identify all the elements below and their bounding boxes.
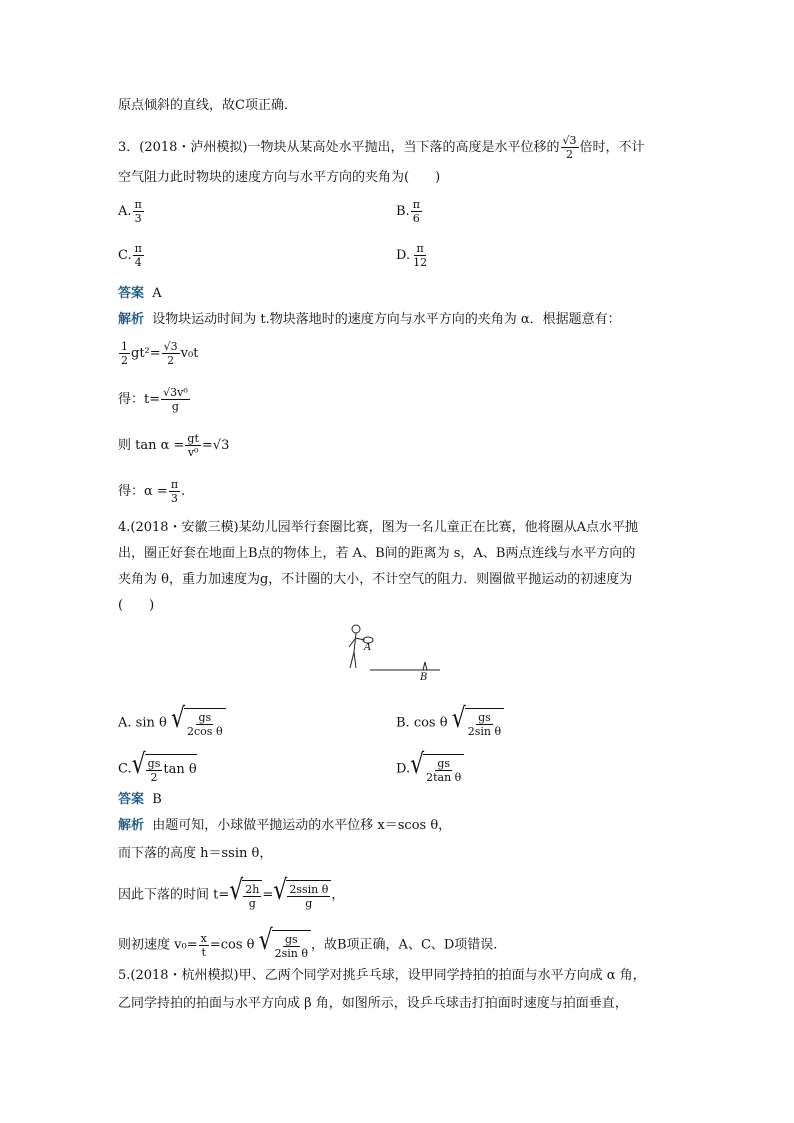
fraction-denominator: 2: [566, 148, 573, 161]
fraction-denominator: 2sin θ: [467, 724, 502, 738]
option-label: C.: [118, 761, 132, 777]
q4-time-equation: [118, 875, 345, 910]
fraction-denominator: 3: [134, 212, 142, 225]
answer-label: 答案: [118, 792, 145, 807]
sqrt: √ $\frac{\text{2ssin θ}}{g}$: [273, 880, 331, 910]
sqrt: √ $\frac{gs}{\text{2sin θ}}$: [259, 930, 311, 960]
q4-height-line: 而下落的高度 h＝ssin θ，: [118, 846, 273, 861]
paragraph-continuation: 原点倾斜的直线，故C项正确．: [118, 98, 297, 113]
option-label: D.: [396, 761, 411, 777]
fraction-denominator: 2: [150, 770, 158, 784]
sqrt: √ $\frac{gs}{\text{2sin θ}}$: [452, 708, 504, 738]
analysis-text: 由题可知，小球做平抛运动的水平位移 x＝scos θ，: [152, 818, 452, 833]
analysis-label: 解析: [118, 818, 145, 833]
option-label: B.: [396, 204, 410, 219]
fraction-denominator: 2: [167, 354, 175, 367]
q3-option-b[interactable]: [396, 198, 423, 225]
q3-option-c[interactable]: [118, 242, 145, 269]
fraction-denominator: g: [305, 896, 313, 910]
fraction-denominator: g: [171, 400, 179, 413]
fraction-numerator: π: [134, 198, 142, 211]
q4-analysis: [118, 818, 451, 834]
fraction-numerator: gs: [437, 756, 451, 770]
q3-option-d[interactable]: [396, 242, 430, 269]
q3-equation-1: [118, 340, 198, 367]
q3-option-a[interactable]: [118, 198, 145, 225]
answer-label: 答案: [118, 286, 145, 301]
q4-option-c[interactable]: [118, 749, 197, 784]
option-factor: cos θ: [413, 715, 448, 731]
option-factor: sin θ: [135, 715, 167, 731]
q3-stem-line1: [118, 134, 645, 161]
eq-text: 因此下落的时间 t=: [118, 887, 230, 903]
fraction-denominator: g: [248, 896, 256, 910]
fraction-numerator: 2h: [245, 882, 260, 896]
fraction-denominator: t: [201, 945, 206, 959]
fraction-denominator: v⁰: [187, 446, 199, 459]
option-label: C.: [118, 248, 132, 263]
eq-text: gt²=: [131, 346, 161, 361]
eq-text: 得：α =: [118, 484, 168, 499]
analysis-text: 设物块运动时间为 t.物块落地时的速度方向与水平方向的夹角为 α．根据题意有：: [152, 312, 621, 327]
eq-text: =: [262, 887, 274, 903]
fraction-numerator: gs: [198, 710, 212, 724]
sqrt: √ $\frac{2h}{g}$: [229, 880, 262, 910]
fraction-numerator: √3: [163, 340, 178, 353]
option-label: A.: [118, 715, 132, 731]
point-b-label: B: [420, 672, 428, 683]
fraction-numerator: π: [134, 242, 142, 255]
fraction-numerator: 2ssin θ: [289, 882, 329, 896]
fraction-numerator: gs: [147, 756, 161, 770]
q3-analysis: [118, 312, 621, 328]
option-label: A.: [118, 204, 132, 219]
q4-velocity-equation: [118, 925, 498, 960]
eq-text: 则 tan α =: [118, 438, 185, 453]
ring-toss-figure: [340, 622, 450, 688]
fraction-numerator: gs: [478, 710, 491, 724]
q3-equation-4: [118, 478, 185, 505]
q3-stem-text-b: 倍时，不计: [579, 140, 645, 155]
eq-text: =cos θ: [209, 937, 255, 953]
eq-text: v₀t: [180, 346, 199, 361]
fraction-numerator: √3: [562, 134, 577, 147]
eq-text: .: [181, 484, 186, 499]
sqrt: √ $\frac{gs}{\text{2tan θ}}$: [410, 754, 464, 784]
q3-equation-2: [118, 386, 191, 413]
fraction-numerator: π: [416, 242, 424, 255]
eq-text: ，故B项正确，A、C、D项错误.: [311, 937, 498, 953]
fraction-numerator: √3v⁰: [163, 386, 188, 399]
fraction-numerator: gs: [284, 932, 298, 946]
q4-option-b[interactable]: [396, 703, 504, 738]
fraction-numerator: π: [170, 478, 179, 491]
q3-stem-text-a: 3．(2018・泸州模拟)一物块从某高处水平抛出，当下落的高度是水平位移的: [118, 140, 560, 155]
option-label: D.: [396, 248, 411, 263]
q3-answer: [118, 286, 162, 302]
fraction-denominator: 3: [170, 492, 178, 505]
fraction-denominator: 6: [412, 212, 420, 225]
fraction-denominator: 12: [413, 256, 428, 269]
fraction-numerator: x: [200, 931, 207, 945]
fraction-denominator: 4: [134, 256, 142, 269]
q3-equation-3: [118, 432, 229, 459]
q5-stem-line2: 乙同学持拍的拍面与水平方向成 β 角，如图所示，设乒乓球击打拍面时速度与拍面垂直，: [118, 996, 628, 1011]
q4-option-d[interactable]: [396, 749, 464, 784]
sqrt: √ $\frac{gs}{2}$ tan θ: [131, 749, 197, 784]
q4-stem-line3: 夹角为 θ，重力加速度为g，不计圈的大小，不计空气的阻力．则圈做平抛运动的初速度为: [118, 572, 633, 587]
eq-text: 则初速度 v₀=: [118, 937, 198, 953]
answer-value: B: [152, 792, 162, 807]
q4-stem-line4: ( ): [118, 598, 155, 613]
q5-stem-line1: 5.(2018・杭州模拟)甲、乙两个同学对挑乒乓球，设甲同学持拍的拍面与水平方向成 α 角，: [118, 968, 646, 983]
q4-stem-line1: 4.(2018・安徽三模)某幼儿园举行套圈比赛，图为一名儿童正在比赛，他将圈从A点水平抛: [118, 520, 639, 535]
sqrt: √ $\frac{gs}{\text{2cos θ}}$: [171, 708, 226, 738]
answer-value: A: [152, 286, 162, 301]
eq-text: =√3: [201, 438, 230, 453]
analysis-label: 解析: [118, 312, 145, 327]
q3-stem-line2: 空气阻力此时物块的速度方向与水平方向的夹角为( ): [118, 170, 441, 185]
fraction-numerator: π: [412, 198, 420, 211]
eq-text: 得：t=: [118, 392, 161, 407]
fraction-numerator: gt: [187, 432, 199, 445]
eq-text: ，: [331, 887, 345, 903]
q4-option-a[interactable]: [118, 703, 226, 738]
fraction-denominator: 2: [121, 354, 128, 367]
fraction-denominator: 2cos θ: [187, 724, 223, 738]
fraction-denominator: 2tan θ: [426, 770, 462, 784]
q4-answer: [118, 792, 162, 808]
fraction-numerator: 1: [121, 340, 128, 353]
q3-stem-fraction: [561, 134, 579, 161]
child-throwing-ring-illustration: [340, 622, 450, 688]
option-factor: tan θ: [163, 762, 197, 777]
option-label: B.: [396, 715, 410, 731]
fraction-denominator: 2sin θ: [274, 946, 308, 960]
q4-stem-line2: 出，圈正好套在地面上B点的物体上，若 A、B间的距离为 s，A、B两点连线与水平方向的: [118, 546, 636, 561]
point-a-label: A: [364, 642, 372, 653]
